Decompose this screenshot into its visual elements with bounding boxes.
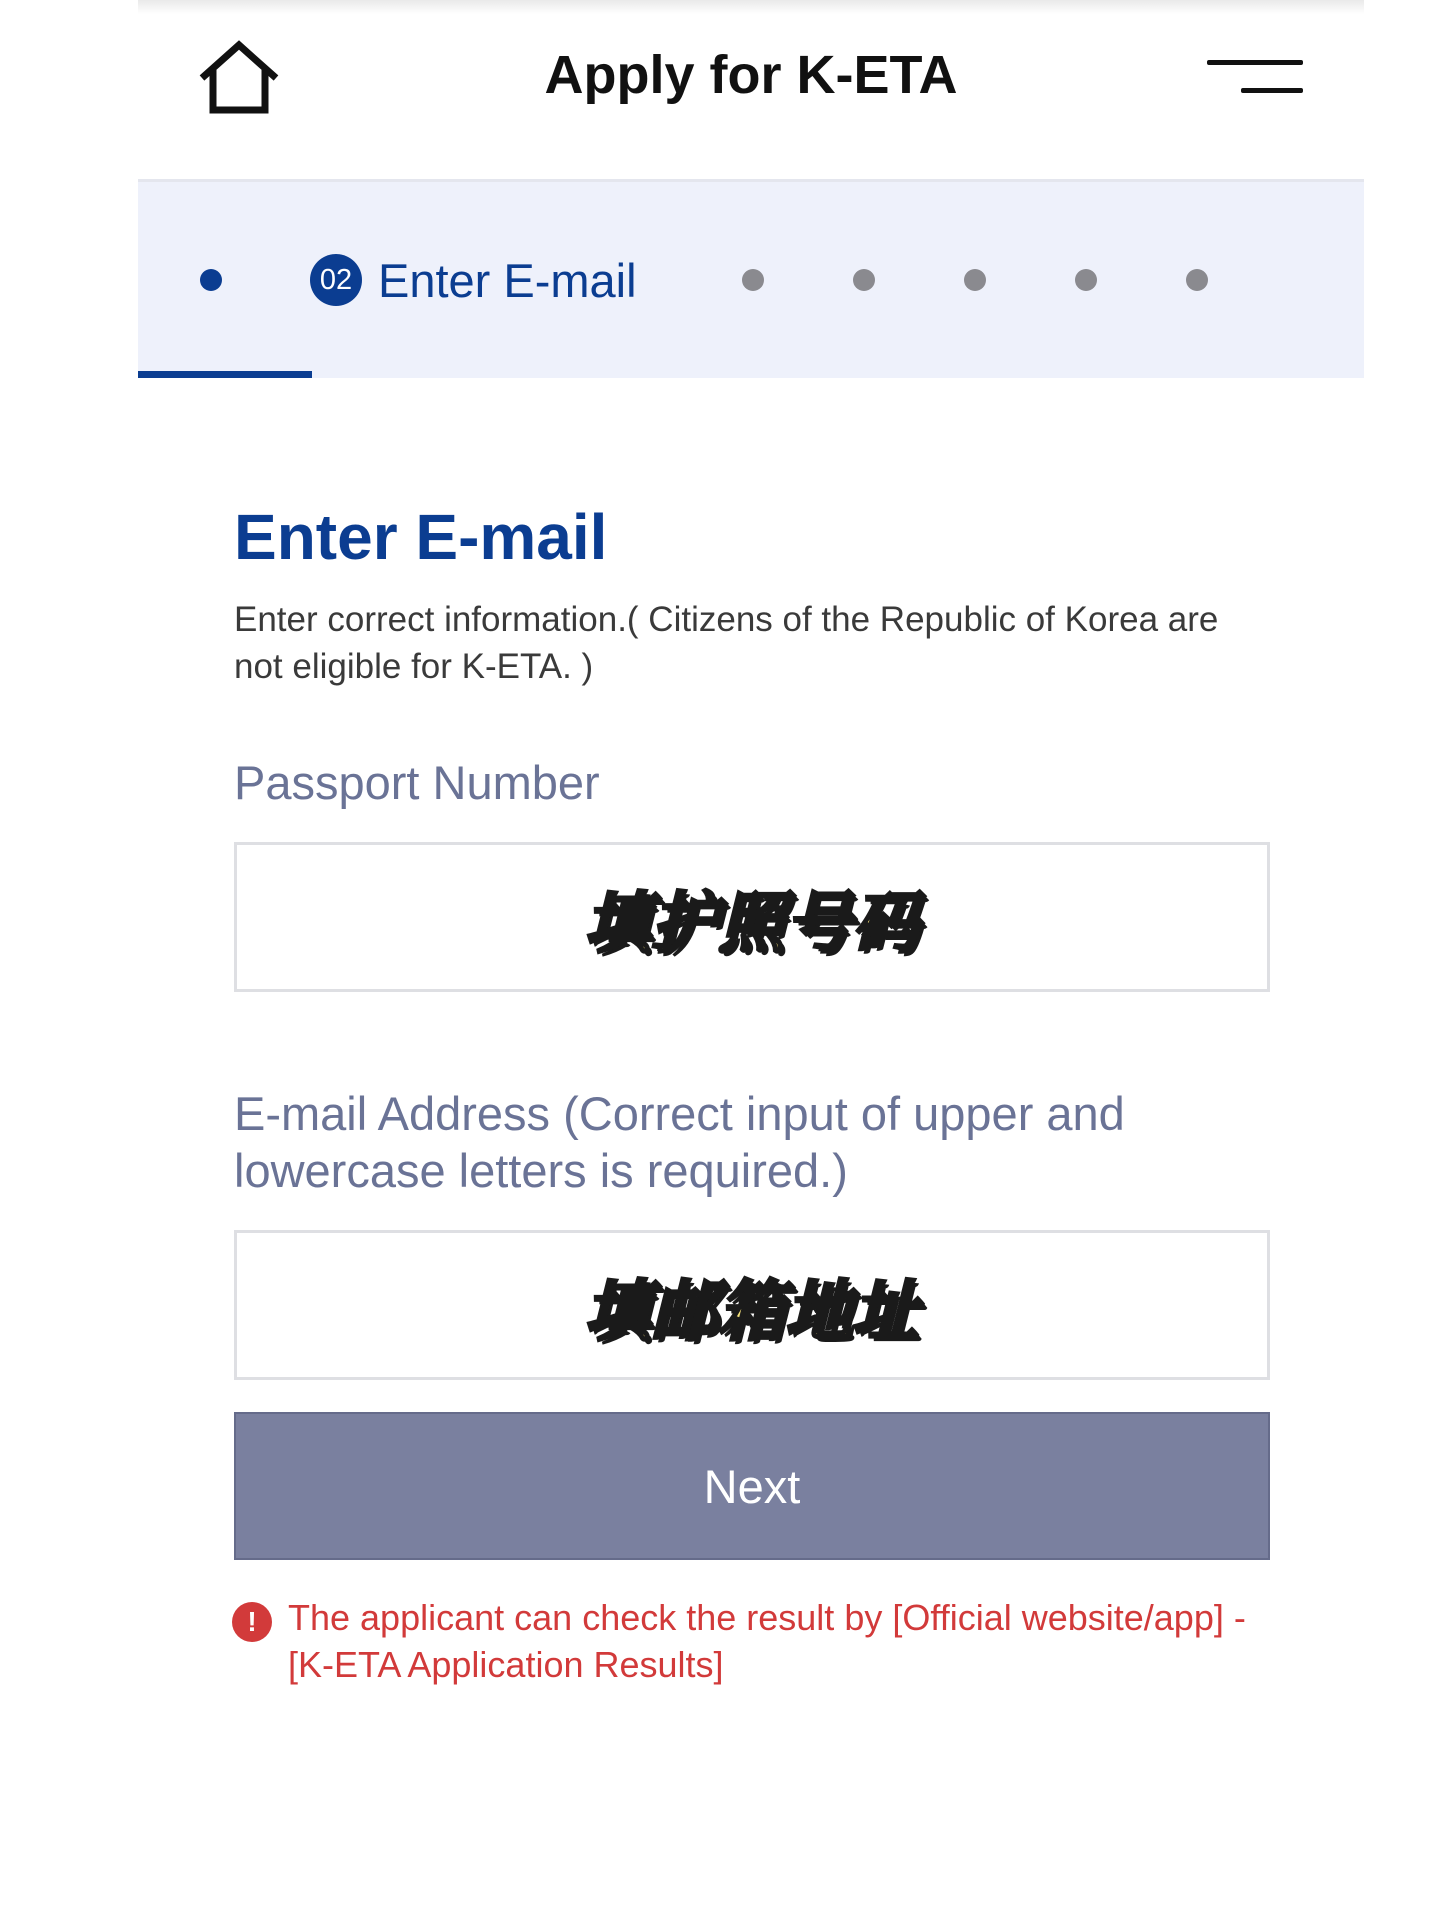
header bbox=[138, 0, 1364, 182]
passport-number-label: Passport Number bbox=[234, 756, 600, 809]
step-current-label: Enter E-mail bbox=[378, 253, 637, 307]
passport-number-input[interactable] bbox=[234, 842, 1270, 992]
alert-icon: ! bbox=[232, 1602, 272, 1642]
email-address-input[interactable] bbox=[234, 1230, 1270, 1380]
step-current bbox=[310, 254, 637, 306]
menu-icon-bar-bottom bbox=[1241, 88, 1303, 93]
step-dot-pending bbox=[742, 269, 764, 291]
email-address-label: E-mail Address (Correct input of upper and lowercase letters is required.) bbox=[234, 1087, 1125, 1197]
passport-overlay-annotation: 填护照号码 bbox=[584, 884, 920, 962]
notice-text: The applicant can check the result by [Official website/app] - [K-ETA Application Results] bbox=[288, 1597, 1246, 1685]
step-number-badge: 02 bbox=[310, 254, 362, 306]
next-button[interactable]: Next bbox=[234, 1412, 1270, 1560]
section-title: Enter E-mail bbox=[234, 501, 608, 573]
result-notice bbox=[232, 1594, 1282, 1688]
step-dot-pending bbox=[964, 269, 986, 291]
app-screen bbox=[138, 0, 1364, 1920]
section-description: Enter correct information.( Citizens of the Republic of Korea are not eligible for K-ETA. ) bbox=[234, 600, 1219, 686]
menu-button[interactable] bbox=[1203, 54, 1303, 100]
step-dot-pending bbox=[853, 269, 875, 291]
step-dot-completed bbox=[200, 269, 222, 291]
page-title: Apply for K-ETA bbox=[544, 45, 958, 105]
step-dot-pending bbox=[1186, 269, 1208, 291]
menu-icon-bar-top bbox=[1207, 60, 1303, 65]
step-progress bbox=[138, 182, 1364, 378]
top-shadow bbox=[138, 0, 1364, 14]
step-dot-pending bbox=[1075, 269, 1097, 291]
step-progress-bar bbox=[138, 371, 312, 378]
email-overlay-annotation: 填邮箱地址 bbox=[584, 1272, 920, 1350]
